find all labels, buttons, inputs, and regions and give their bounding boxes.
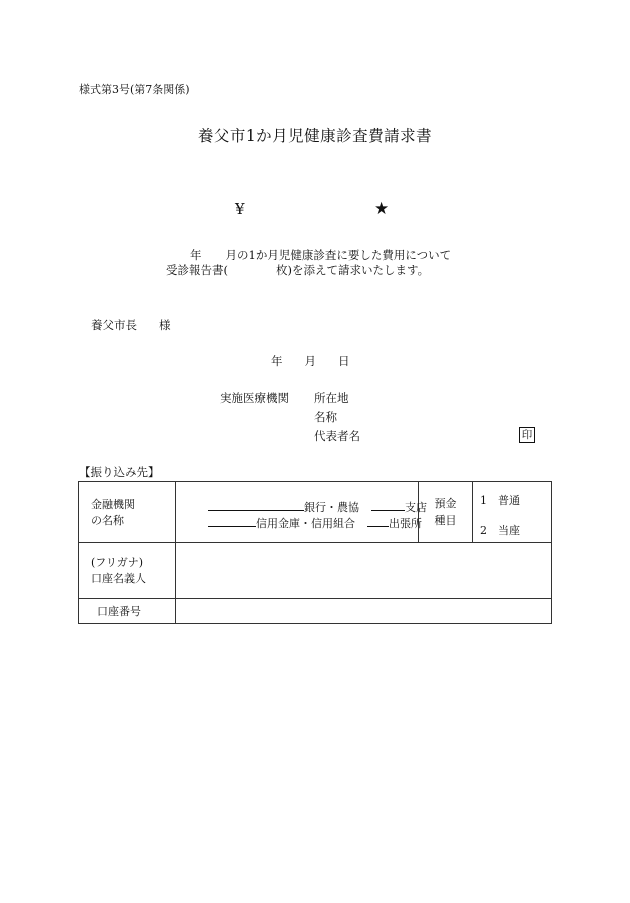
bank-transfer-table — [78, 481, 552, 624]
office-label: 出張所 — [389, 517, 422, 530]
branch-label: 支店 — [405, 501, 427, 514]
account-number-field[interactable] — [176, 599, 552, 624]
location-label: 所在地 — [314, 391, 349, 405]
bank-label-line1: 金融機関 — [91, 498, 135, 511]
form-number: 様式第3号(第7条関係) — [79, 83, 190, 96]
account-number-row — [79, 599, 552, 624]
bank-label-line2: の名称 — [91, 514, 124, 527]
yen-symbol: ¥ — [235, 200, 245, 218]
statement-line-2 — [166, 262, 429, 278]
account-option-current[interactable]: 2 当座 — [480, 524, 520, 537]
holder-row — [79, 543, 552, 599]
holder-label-line1: (フリガナ) — [91, 555, 144, 569]
bank-row — [79, 482, 552, 543]
name-label: 名称 — [314, 410, 337, 424]
office-blank[interactable] — [367, 515, 389, 527]
statement-line-2-suffix: 枚)を添えて請求いたします。 — [276, 263, 430, 277]
statement-line-2-prefix: 受診報告書( — [166, 263, 228, 277]
bank-name-blank[interactable] — [208, 499, 304, 511]
branch-blank[interactable] — [371, 499, 405, 511]
addressee-title: 養父市長 — [91, 318, 137, 332]
addressee — [91, 317, 171, 333]
date-month: 月 — [304, 354, 316, 368]
date-day: 日 — [338, 354, 350, 368]
bank-line-b — [208, 515, 422, 531]
holder-name-field[interactable] — [176, 543, 552, 599]
account-number-label: 口座番号 — [79, 599, 176, 624]
holder-label-cell — [79, 543, 176, 599]
bank-name-field[interactable] — [176, 482, 427, 543]
date-year: 年 — [271, 354, 283, 368]
account-option-ordinary[interactable]: 1 普通 — [480, 494, 520, 507]
addressee-honorific: 様 — [159, 318, 171, 332]
representative-label: 代表者名 — [314, 429, 360, 443]
seal-icon: 印 — [519, 427, 535, 443]
deposit-label-line2: 種目 — [434, 514, 457, 527]
transfer-heading: 【振り込み先】 — [79, 465, 160, 479]
credit-name-blank[interactable] — [208, 515, 256, 527]
bank-type-b: 信用金庫・信用組合 — [256, 517, 355, 530]
statement-line-1 — [190, 247, 451, 263]
date-line — [271, 353, 350, 369]
document-title: 養父市1か月児健康診査費請求書 — [197, 127, 433, 145]
deposit-label-line1: 預金 — [434, 497, 457, 510]
bank-label-cell — [79, 482, 176, 543]
statement-line-1-text: 月の1か月児健康診査に要した費用について — [225, 248, 452, 262]
bank-type-a: 銀行・農協 — [304, 501, 359, 514]
star-icon: ★ — [374, 199, 390, 219]
year-suffix: 年 — [190, 248, 202, 262]
account-type-cell — [473, 482, 552, 543]
institution-label: 実施医療機関 — [220, 391, 289, 405]
bank-line-a — [208, 499, 427, 515]
holder-label-line2: 口座名義人 — [91, 571, 146, 585]
